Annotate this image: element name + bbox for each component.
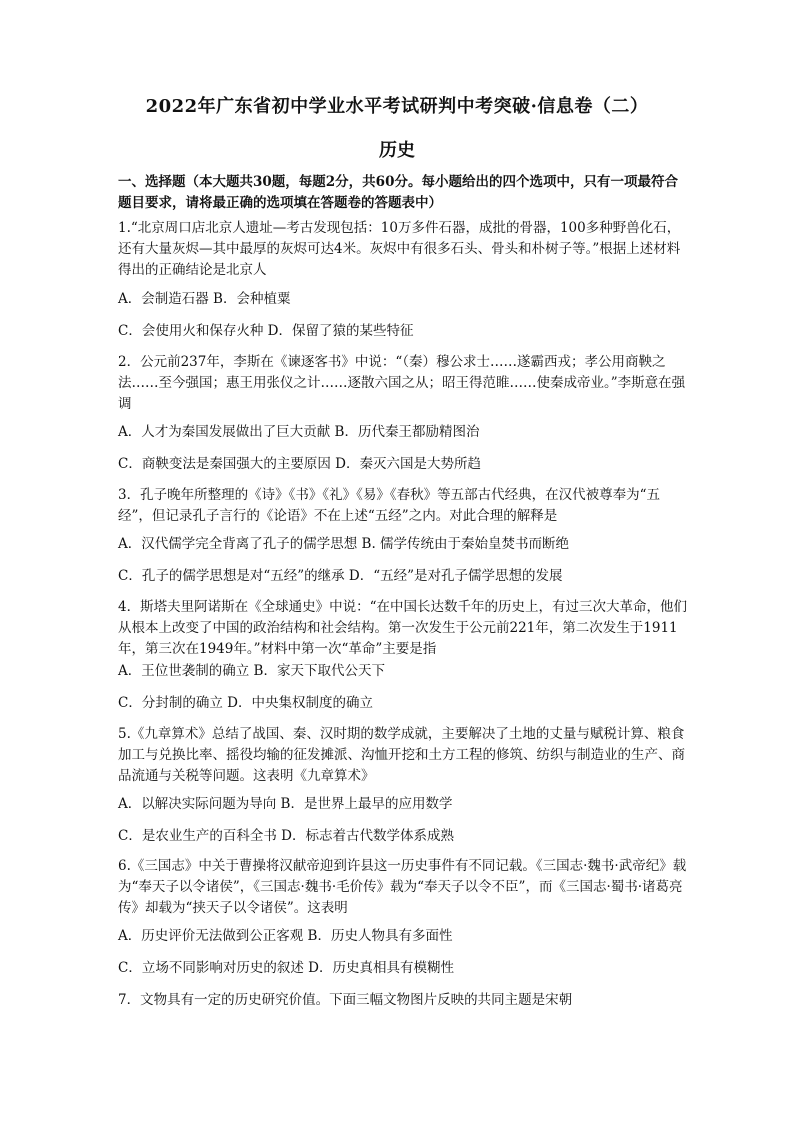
- question-2-stem: 2．公元前237年，李斯在《谏逐客书》中说：“（秦）穆公求士……遂霸西戎；孝公用商鞅之法……至今强国；惠王用张仪之计……逐散六国之从；昭王得范睢……使秦成帝业。”李斯意在强调: [118, 354, 686, 412]
- question-5-options-ab: A．以解决实际问题为导向 B．是世界上最早的应用数学: [118, 796, 453, 812]
- question-3-stem: 3．孔子晚年所整理的《诗》《书》《礼》《易》《春秋》等五部古代经典，在汉代被尊奉为“五经”，但记录孔子言行的《论语》不在上述“五经”之内。对此合理的解释是: [118, 487, 660, 524]
- question-4-stem: 4．斯塔夫里阿诺斯在《全球通史》中说：“在中国长达数千年的历史上，有过三次大革命，他们从根本上改变了中国的政治结构和社会结构。第一次发生于公元前221年，第二次发生于1911年，第三次在1949年。”材料中第一次“革命”主要是指: [118, 599, 687, 657]
- question-3-options-ab: A．汉代儒学完全背离了孔子的儒学思想 B. 儒学传统由于秦始皇焚书而断绝: [118, 536, 570, 552]
- question-1-stem: 1.“北京周口店北京人遗址—考古发现包括：10万多件石器，成批的骨器，100多种野兽化石，还有大量灰烬—其中最厚的灰烬可达4米。灰烬中有很多石头、骨头和朴树子等。”根据上述材料得出的正确结论是北京人: [118, 220, 681, 278]
- question-3-options-cd: C．孔子的儒学思想是对“五经”的继承 D．“五经”是对孔子儒学思想的发展: [118, 568, 563, 584]
- question-2-options-cd: C．商鞅变法是秦国强大的主要原因 D．秦灭六国是大势所趋: [118, 456, 481, 472]
- question-5-stem: 5.《九章算术》总结了战国、秦、汉时期的数学成就，主要解决了土地的丈量与赋税计算、粮食加工与兑换比率、摇役均输的征发摊派、沟恤开挖和土方工程的修筑、纺织与制造业的生产、商品流通与关税等问题。这表明《九章算术》: [118, 726, 685, 784]
- question-6-options-ab: A．历史评价无法做到公正客观 B．历史人物具有多面性: [118, 928, 453, 944]
- question-1-options-cd: C．会使用火和保存火种 D．保留了猿的某些特征: [118, 323, 414, 339]
- question-6-stem: 6.《三国志》中关于曹操将汉献帝迎到许县这一历史事件有不同记载。《三国志·魏书·武帝纪》载为“奉天子以令诸侯”，《三国志·魏书·毛价传》载为“奉天子以令不臣”，而《三国志·蜀书·诸葛亮传》却载为“挟天子以令诸侯”。这表明: [118, 858, 687, 916]
- document-title: 2022年广东省初中学业水平考试研判中考突破·信息卷（二）: [145, 96, 649, 117]
- question-1-options-ab: A．会制造石器 B．会种植粟: [118, 291, 291, 307]
- question-7-stem: 7．文物具有一定的历史研究价值。下面三幅文物图片反映的共同主题是宋朝: [118, 992, 573, 1008]
- question-2-options-ab: A．人才为秦国发展做出了巨大贡献 B．历代秦王都励精图治: [118, 424, 480, 440]
- question-4-options-ab: A．王位世袭制的确立 B．家天下取代公天下: [118, 663, 385, 679]
- question-6-options-cd: C．立场不同影响对历史的叙述 D．历史真相具有模糊性: [118, 960, 454, 976]
- section-instructions: 一、选择题（本大题共30题，每题2分，共60分。每小题给出的四个选项中，只有一项最符合题目要求，请将最正确的选项填在答题卷的答题表中）: [118, 174, 678, 211]
- subject-heading: 历史: [379, 140, 415, 161]
- question-4-options-cd: C．分封制的确立 D．中央集权制度的确立: [118, 695, 373, 711]
- question-5-options-cd: C．是农业生产的百科全书 D．标志着古代数学体系成熟: [118, 828, 454, 844]
